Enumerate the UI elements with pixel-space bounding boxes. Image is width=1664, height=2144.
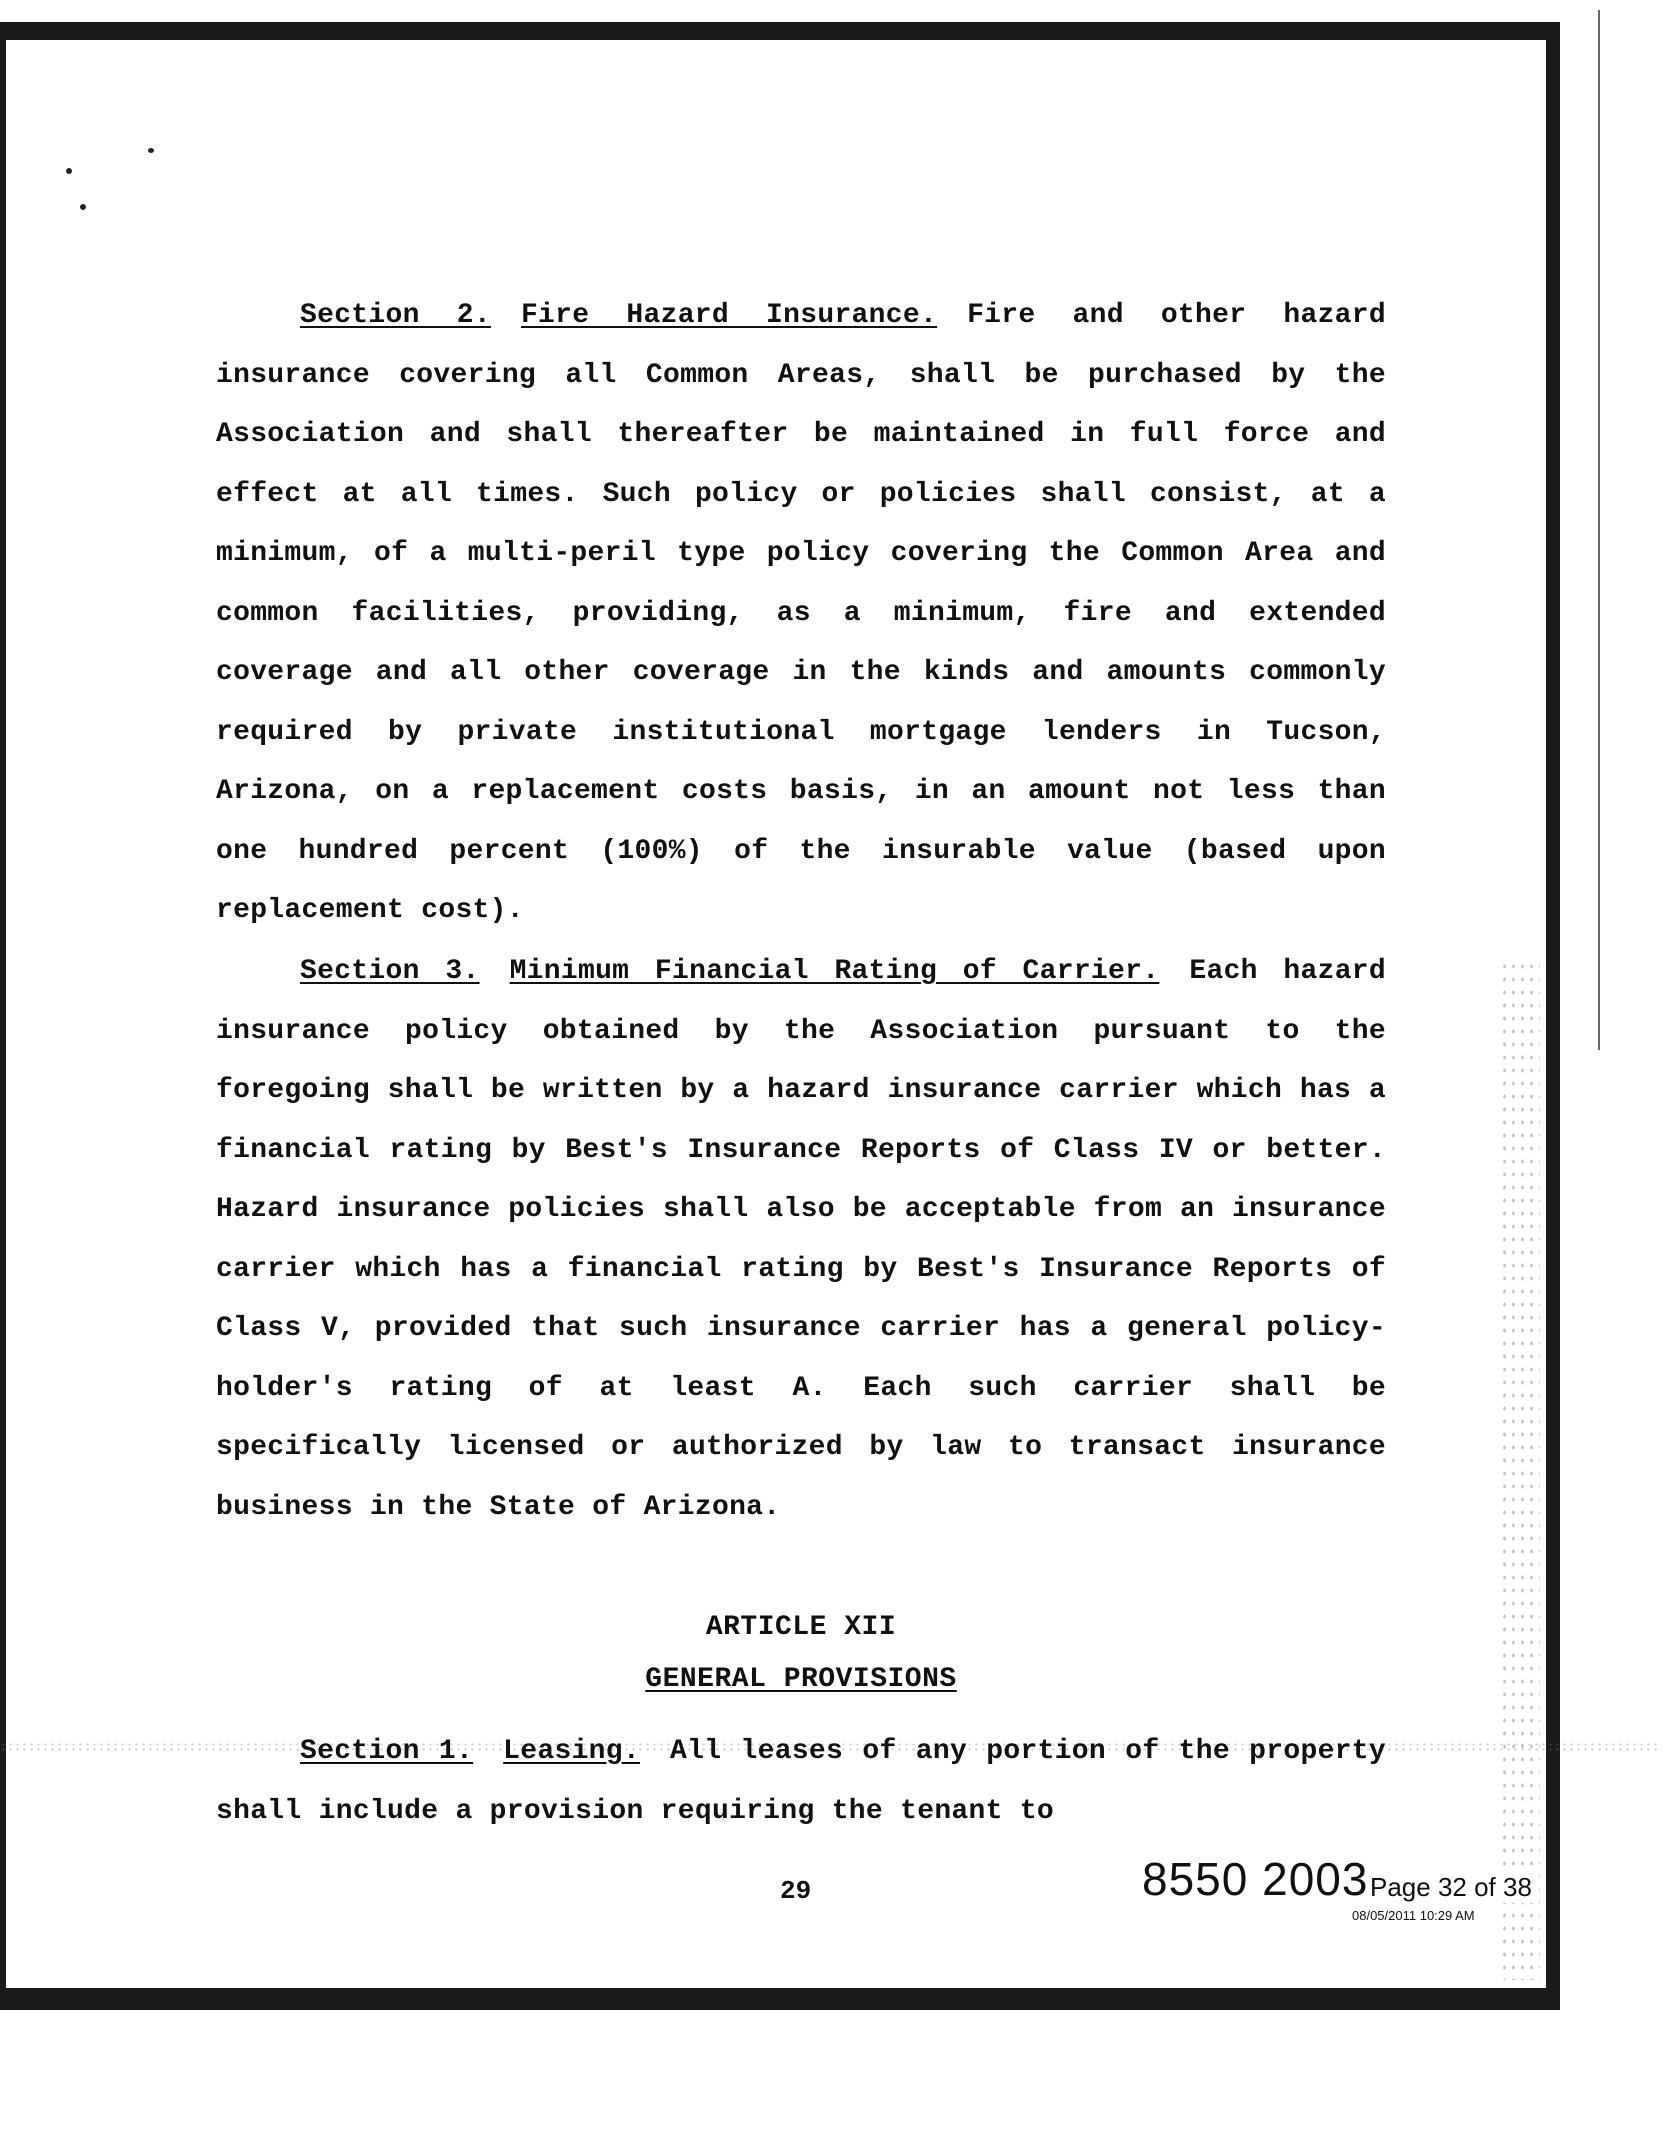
page-number: 29 (780, 1876, 812, 1906)
section-3-label: Section 3. (300, 956, 480, 987)
section-1-body: All leases of any portion of the property shall include a provision requiring the tenant to (216, 1736, 1387, 1827)
scan-edge-line (1598, 10, 1600, 1050)
section-1-label: Section 1. (300, 1736, 474, 1767)
section-2-paragraph (216, 286, 1386, 941)
section-3-block (216, 942, 1386, 1537)
recording-number: 8550 2003 (1142, 1853, 1369, 1905)
date-stamp: 08/05/2011 10:29 AM (1352, 1908, 1475, 1923)
section-3-body: Each hazard insurance policy obtained by the Association pursuant to the foregoing shall be written by a hazard insurance carrier which has a financial rating by Best's Insurance Reports of Class IV or better. Hazard insurance policies shall also be acceptable from an insurance carrier which has a financial rating by Best's Insurance Reports of Class V, provided that such insurance carrier has a general policy-holder's rating of at least A. Each such carrier shall be specifically licensed or authorized by law to transact insurance business in the State of Arizona. (216, 956, 1387, 1523)
page-count-stamp: Page 32 of 38 (1370, 1872, 1532, 1902)
section-1-paragraph (216, 1722, 1386, 1841)
section-2-title: Fire Hazard Insurance. (520, 300, 938, 331)
article-title: GENERAL PROVISIONS (645, 1664, 957, 1695)
section-1-title: Leasing. (503, 1736, 640, 1767)
scan-noise (1500, 960, 1540, 1980)
section-3-title: Minimum Financial Rating of Carrier. (509, 956, 1160, 987)
article-number: ARTICLE XII (705, 1612, 897, 1643)
section-3-paragraph (216, 942, 1386, 1537)
section-2-block (216, 286, 1386, 941)
section-2-body: Fire and other hazard insurance covering all Common Areas, shall be purchased by the Association and shall thereafter be maintained in full force and effect at all times. Such policy or policies shall consist, at a minimum, of a multi-peril type policy covering the Common Area and common facilities, providing, as a minimum, fire and extended coverage and all other coverage in the kinds and amounts commonly required by private institutional mortgage lenders in Tucson, Arizona, on a replacement costs basis, in an amount not less than one hundred percent (100%) of the insurable value (based upon replacement cost). (216, 300, 1386, 926)
scan-speck (80, 204, 86, 210)
scan-speck (148, 148, 154, 153)
scan-speck (66, 168, 72, 174)
section-2-label: Section 2. (300, 300, 491, 331)
section-1-block (216, 1722, 1386, 1841)
